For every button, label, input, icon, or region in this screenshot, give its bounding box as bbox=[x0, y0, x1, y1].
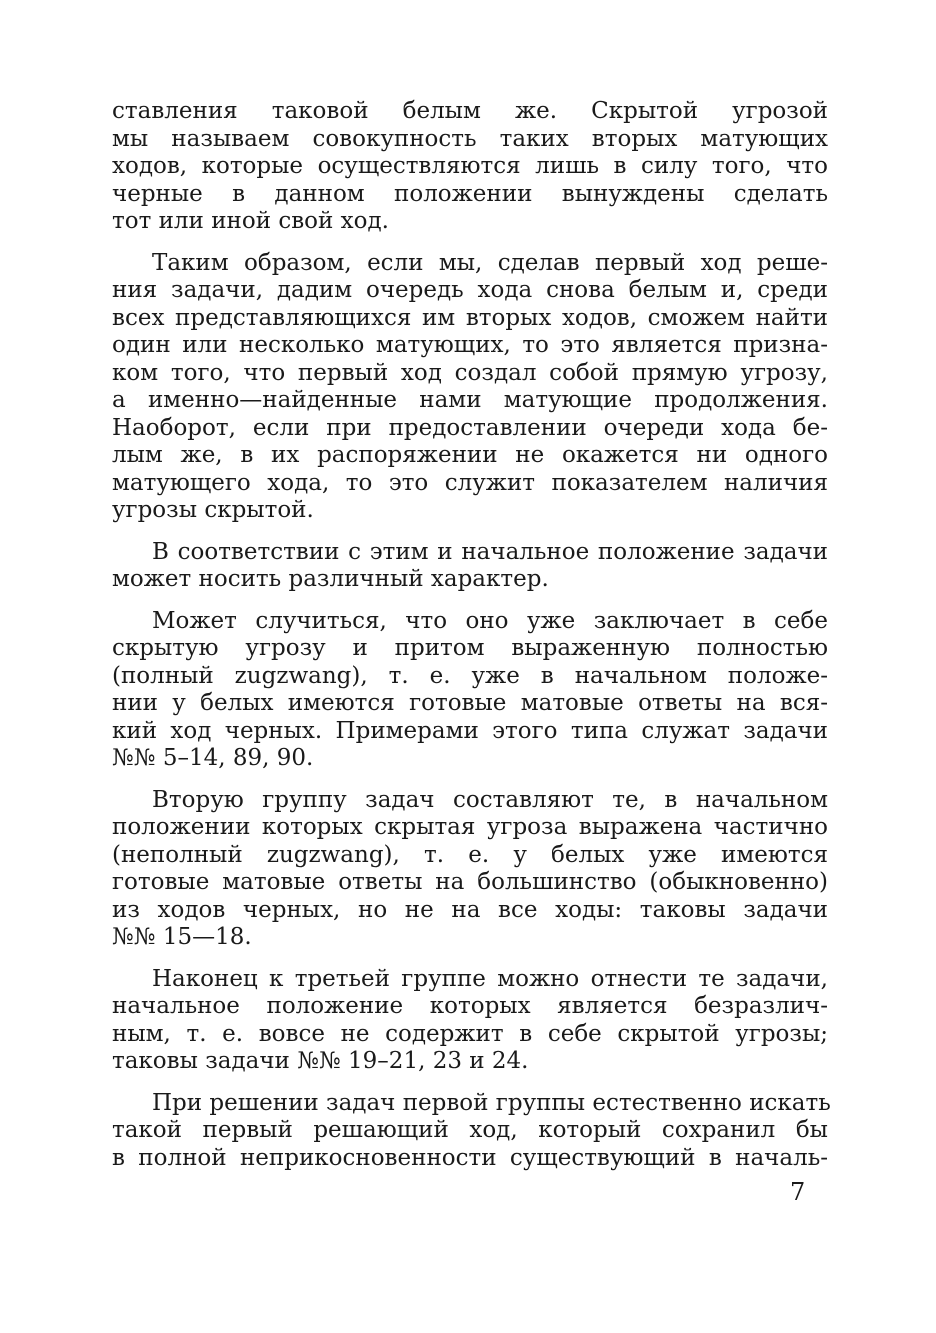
text-line: (неполный zugzwang), т. е. у белых уже имеются bbox=[112, 841, 828, 868]
text-line: Наконец к третьей группе можно отнести те задачи, bbox=[152, 965, 828, 992]
text-line: тот или иной свой ход. bbox=[112, 208, 389, 234]
text-line: таковы задачи №№ 19–21, 23 и 24. bbox=[112, 1048, 529, 1074]
text-line: а именно—найденные нами матующие продолжения. bbox=[112, 387, 828, 413]
text-line: такой первый решающий ход, который сохранил бы bbox=[112, 1117, 828, 1143]
paragraph-initial-position bbox=[112, 539, 828, 594]
text-line: (полный zugzwang), т. е. уже в начальном положе- bbox=[112, 662, 828, 689]
text-line: лым же, в их распоряжении не окажется ни одного bbox=[112, 442, 828, 468]
text-line: один или несколько матующих, то это является призна- bbox=[112, 332, 828, 358]
text-line: №№ 5–14, 89, 90. bbox=[112, 745, 314, 771]
text-line: угрозы скрытой. bbox=[112, 497, 314, 523]
text-line: черные в данном положении вынуждены сделать bbox=[112, 180, 828, 207]
text-line: положении которых скрытая угроза выражена частично bbox=[112, 814, 828, 840]
paragraph-first-group-solving bbox=[112, 1089, 831, 1173]
text-line: нии у белых имеются готовые матовые ответы на вся- bbox=[112, 690, 828, 716]
paragraph-partial-zugzwang bbox=[112, 787, 828, 952]
text-line: №№ 15—18. bbox=[112, 924, 252, 950]
text-line: Может случиться, что оно уже заключает в себе bbox=[152, 607, 828, 634]
text-line: может носить различный характер. bbox=[112, 566, 549, 592]
text-line: ным, т. е. вовсе не содержит в себе скрытой угрозы; bbox=[112, 1020, 828, 1047]
text-line: мы называем совокупность таких вторых матующих bbox=[112, 125, 828, 152]
text-line: кий ход черных. Примерами этого типа служат задачи bbox=[112, 717, 828, 744]
text-line: начальное положение которых является безразлич- bbox=[112, 993, 828, 1019]
text-line: всех представляющихся им вторых ходов, сможем найти bbox=[112, 304, 828, 331]
text-line: из ходов черных, но не на все ходы: таковы задачи bbox=[112, 896, 828, 923]
text-line: Таким образом, если мы, сделав первый ход реше- bbox=[152, 249, 828, 276]
text-line: ком того, что первый ход создал собой прямую угрозу, bbox=[112, 359, 828, 386]
text-line: Наоборот, если при предоставлении очереди хода бе- bbox=[112, 414, 828, 441]
text-line: готовые матовые ответы на большинство (обыкновенно) bbox=[112, 869, 828, 895]
text-line: При решении задач первой группы естественно искать bbox=[152, 1089, 831, 1116]
text-line: Вторую группу задач составляют те, в начальном bbox=[152, 786, 828, 813]
text-line: в полной неприкосновенности существующий в началь- bbox=[112, 1144, 828, 1171]
paragraph-full-zugzwang bbox=[112, 608, 828, 773]
paragraph-hidden-threat-definition bbox=[112, 98, 828, 236]
text-line: ния задачи, дадим очередь хода снова белым и, среди bbox=[112, 277, 828, 303]
text-line: ставления таковой белым же. Скрытой угрозой bbox=[112, 98, 828, 124]
paragraph-neutral-position bbox=[112, 966, 828, 1076]
text-line: ходов, которые осуществляются лишь в силу того, что bbox=[112, 153, 828, 179]
text-line: В соответствии с этим и начальное положение задачи bbox=[152, 538, 828, 565]
text-line: матующего хода, то это служит показателем наличия bbox=[112, 469, 828, 496]
page-number: 7 bbox=[790, 1178, 806, 1206]
paragraph-direct-threat bbox=[112, 250, 828, 525]
text-line: скрытую угрозу и притом выраженную полностью bbox=[112, 635, 828, 661]
page-body bbox=[112, 98, 831, 1186]
